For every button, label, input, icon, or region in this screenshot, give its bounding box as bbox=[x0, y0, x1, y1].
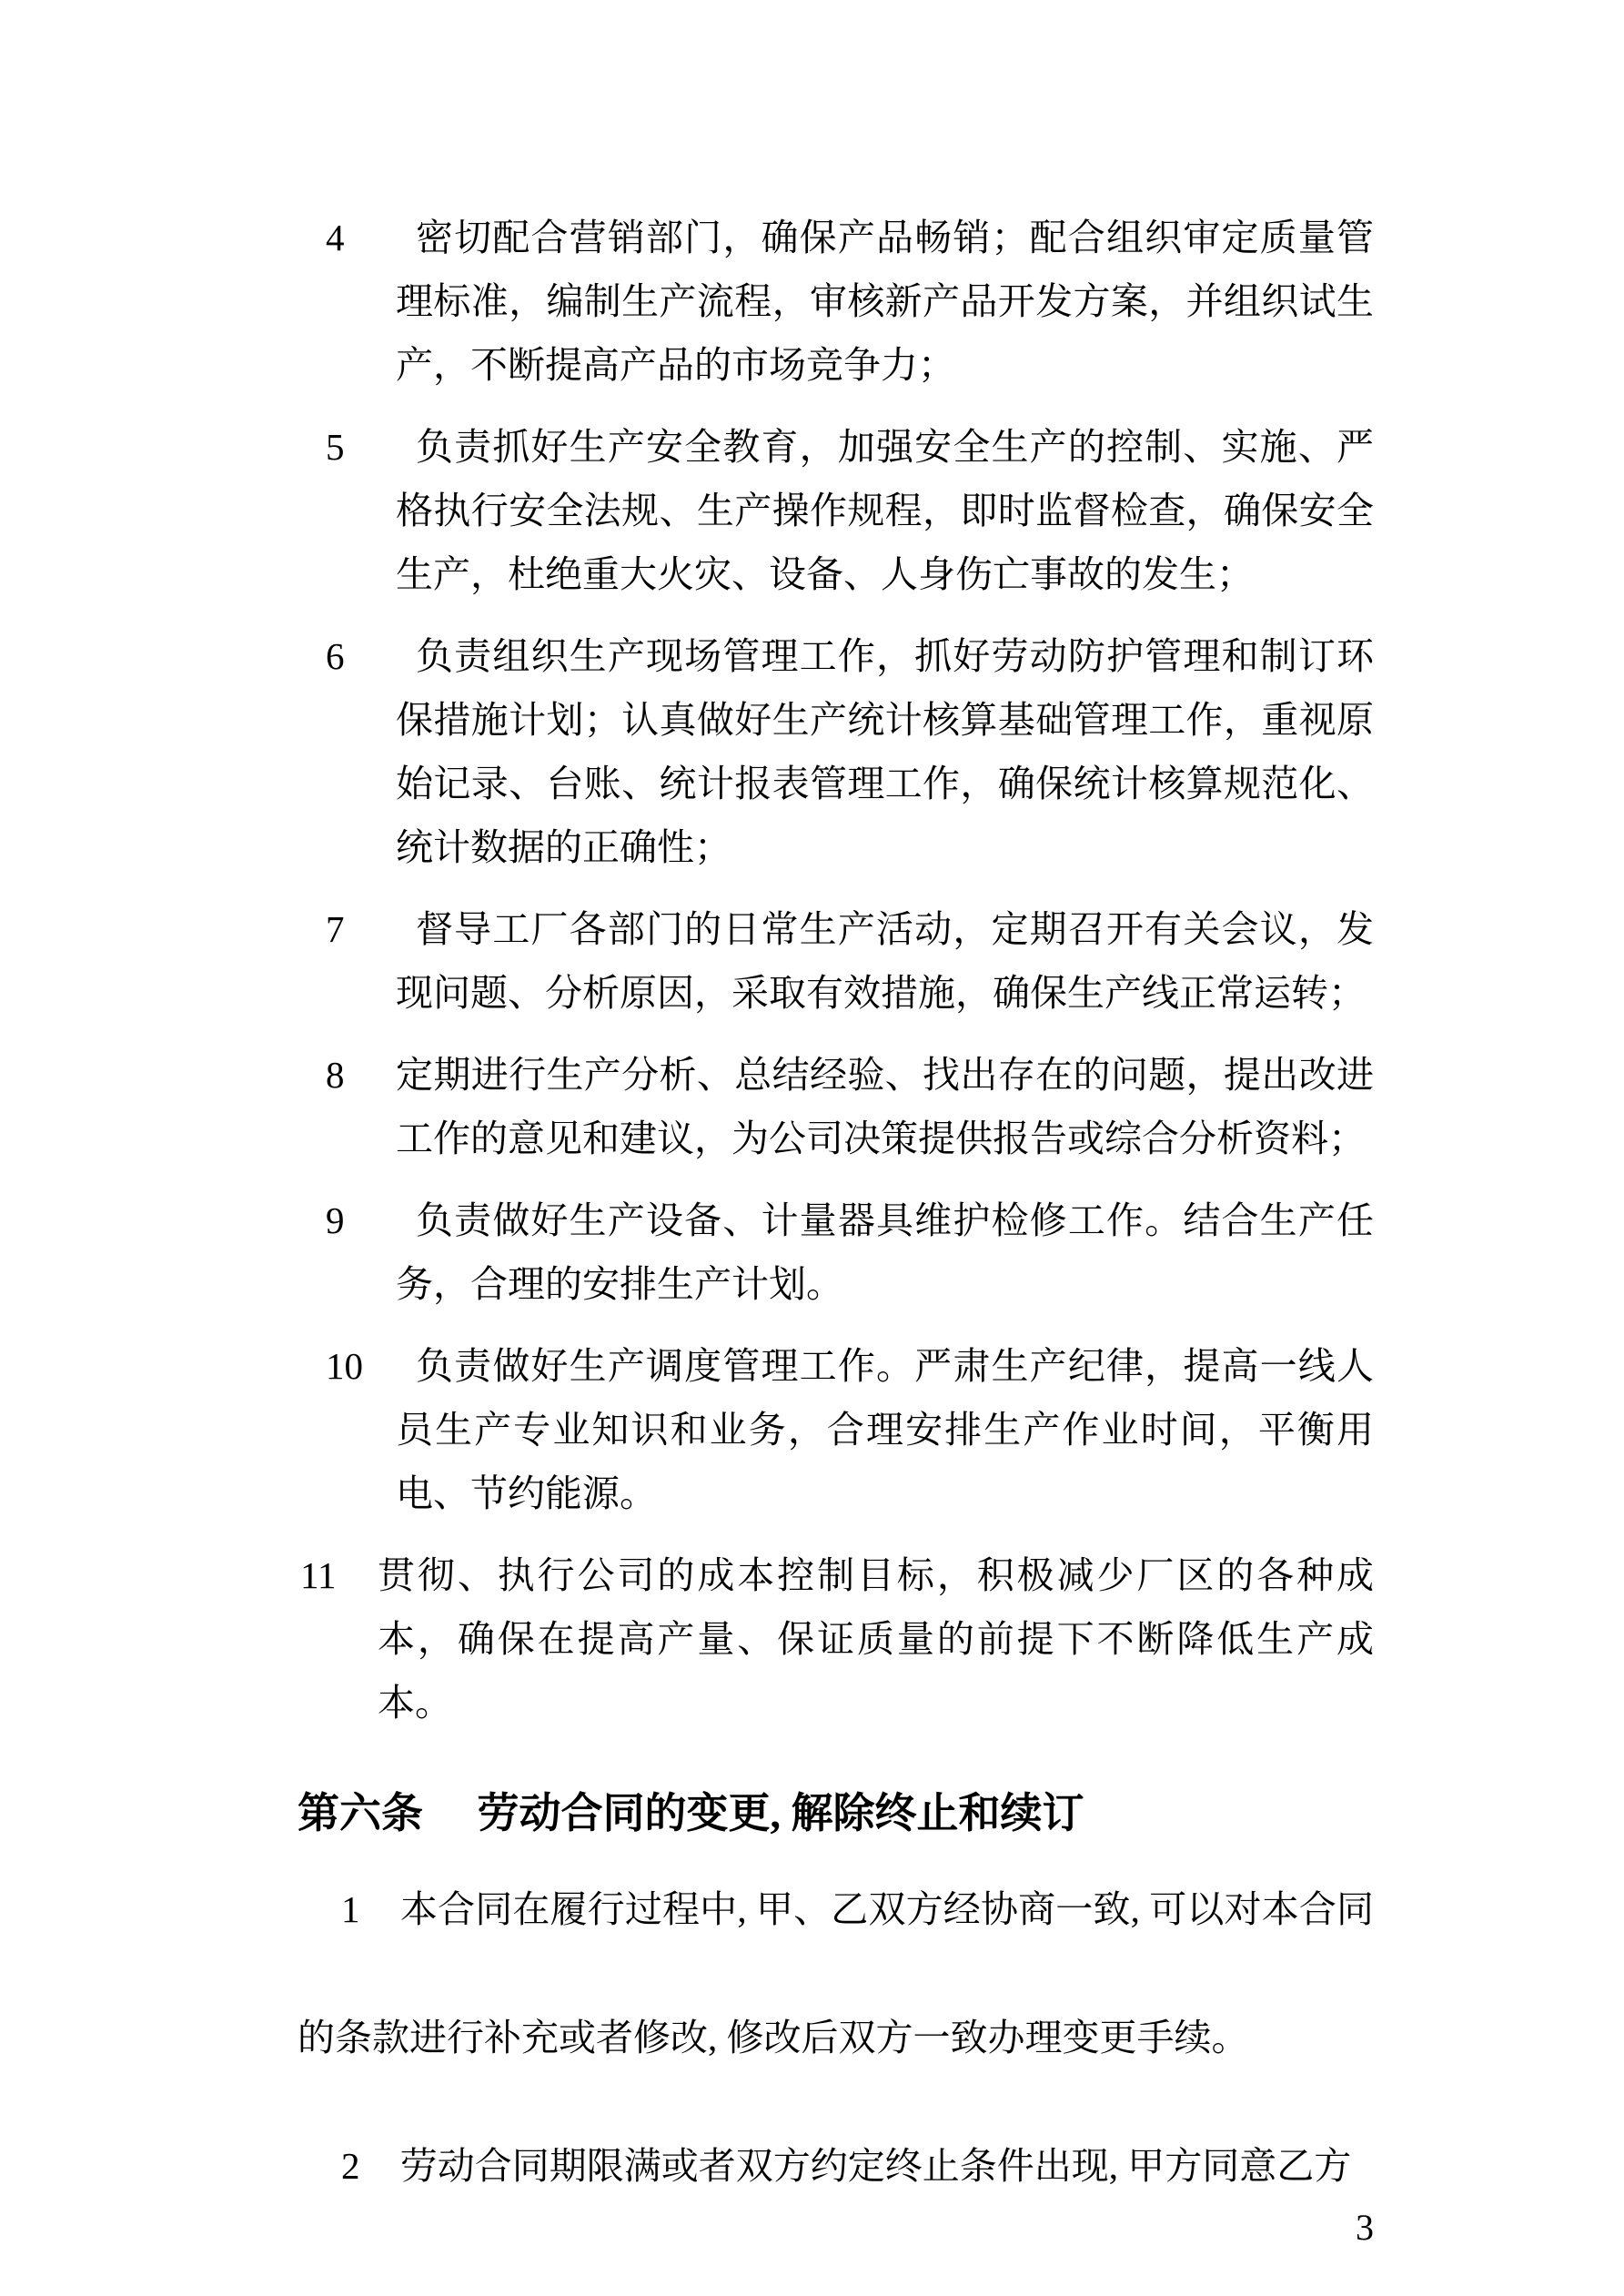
paragraph-text: 劳动合同期限满或者双方约定终止条件出现, 甲方同意乙方 bbox=[399, 2145, 1352, 2187]
duty-list bbox=[250, 206, 1374, 1735]
list-item bbox=[250, 624, 1374, 879]
section-heading-number: 第六条 bbox=[298, 1790, 423, 1836]
item-number: 11 bbox=[300, 1554, 337, 1596]
item-number: 4 bbox=[326, 217, 345, 258]
item-number: 9 bbox=[326, 1199, 345, 1241]
section-heading-title: 劳动合同的变更, 解除终止和续订 bbox=[477, 1790, 1084, 1836]
item-text: 负责组织生产现场管理工作，抓好劳动防护管理和制订环保措施计划；认真做好生产统计核算基础管理工作，重视原始记录、台账、统计报表管理工作，确保统计核算规范化、统计数据的正确性； bbox=[396, 635, 1374, 868]
item-text: 负责做好生产设备、计量器具维护检修工作。结合生产任务，合理的安排生产计划。 bbox=[396, 1199, 1374, 1305]
paragraph bbox=[298, 2102, 1374, 2230]
paragraph bbox=[298, 1846, 1374, 2102]
paragraph-number: 2 bbox=[341, 2145, 360, 2187]
list-item bbox=[250, 1043, 1374, 1170]
list-item bbox=[250, 1543, 1374, 1735]
list-item bbox=[250, 415, 1374, 606]
item-number: 5 bbox=[326, 426, 345, 468]
list-item bbox=[250, 897, 1374, 1025]
page-number: 3 bbox=[1356, 2207, 1374, 2248]
list-item bbox=[250, 1188, 1374, 1316]
list-item bbox=[250, 1334, 1374, 1525]
item-number: 7 bbox=[326, 908, 345, 950]
list-item bbox=[250, 206, 1374, 397]
item-text: 负责做好生产调度管理工作。严肃生产纪律，提高一线人员生产专业知识和业务，合理安排生产作业时间，平衡用电、节约能源。 bbox=[396, 1345, 1374, 1514]
paragraph-text: 本合同在履行过程中, 甲、乙双方经协商一致, 可以对本合同的条款进行补充或者修改, 修改后双方一致办理变更手续。 bbox=[298, 1888, 1375, 2058]
item-text: 贯彻、执行公司的成本控制目标，积极减少厂区的各种成本，确保在提高产量、保证质量的前提下不断降低生产成本。 bbox=[378, 1554, 1374, 1724]
item-number: 10 bbox=[326, 1345, 363, 1387]
section-heading bbox=[298, 1782, 1374, 1846]
item-text: 定期进行生产分析、总结经验、找出存在的问题，提出改进工作的意见和建议，为公司决策提供报告或综合分析资料； bbox=[396, 1054, 1374, 1159]
item-text: 密切配合营销部门，确保产品畅销；配合组织审定质量管理标准，编制生产流程，审核新产品开发方案，并组织试生产，不断提高产品的市场竞争力； bbox=[396, 217, 1374, 386]
item-number: 6 bbox=[326, 635, 345, 677]
item-text: 督导工厂各部门的日常生产活动，定期召开有关会议，发现问题、分析原因，采取有效措施，确保生产线正常运转； bbox=[396, 908, 1374, 1014]
item-number: 8 bbox=[326, 1054, 345, 1096]
paragraph-number: 1 bbox=[341, 1888, 360, 1930]
item-text: 负责抓好生产安全教育，加强安全生产的控制、实施、严格执行安全法规、生产操作规程，即时监督检查，确保安全生产，杜绝重大火灾、设备、人身伤亡事故的发生； bbox=[396, 426, 1374, 595]
